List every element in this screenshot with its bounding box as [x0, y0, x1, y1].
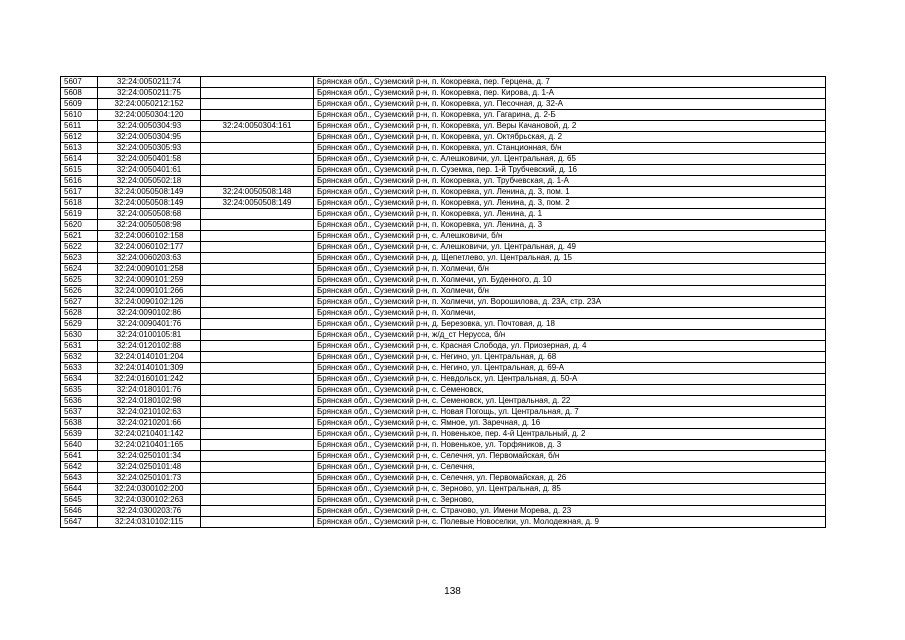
row-number-cell: 5632 [61, 352, 98, 363]
address-cell: Брянская обл., Суземский р-н, с. Невдольск, ул. Центральная, д. 50-А [314, 374, 826, 385]
address-cell: Брянская обл., Суземский р-н, п. Кокоревка, ул. Гагарина, д. 2-Б [314, 110, 826, 121]
cadastral-number-cell: 32:24:0060102:177 [98, 242, 201, 253]
table-row [61, 363, 826, 374]
row-number-cell: 5627 [61, 297, 98, 308]
table-row [61, 143, 826, 154]
cadastral-number-cell: 32:24:0060102:158 [98, 231, 201, 242]
cadastral-number-cell: 32:24:0210401:165 [98, 440, 201, 451]
cadastral-number-cell: 32:24:0250101:73 [98, 473, 201, 484]
related-cadastral-cell [201, 319, 314, 330]
table-row [61, 231, 826, 242]
related-cadastral-cell [201, 99, 314, 110]
cadastral-number-cell: 32:24:0250101:48 [98, 462, 201, 473]
related-cadastral-cell [201, 429, 314, 440]
related-cadastral-cell: 32:24:0050508:148 [201, 187, 314, 198]
address-cell: Брянская обл., Суземский р-н, п. Кокоревка, ул. Ленина, д. 3 [314, 220, 826, 231]
row-number-cell: 5638 [61, 418, 98, 429]
address-cell: Брянская обл., Суземский р-н, с. Семеновск, [314, 385, 826, 396]
address-cell: Брянская обл., Суземский р-н, п. Кокоревка, пер. Герцена, д. 7 [314, 77, 826, 88]
related-cadastral-cell [201, 363, 314, 374]
row-number-cell: 5641 [61, 451, 98, 462]
row-number-cell: 5631 [61, 341, 98, 352]
row-number-cell: 5630 [61, 330, 98, 341]
row-number-cell: 5611 [61, 121, 98, 132]
cadastral-number-cell: 32:24:0210102:63 [98, 407, 201, 418]
table-row [61, 77, 826, 88]
register-table-body [61, 77, 826, 528]
cadastral-number-cell: 32:24:0050508:149 [98, 187, 201, 198]
table-row [61, 407, 826, 418]
related-cadastral-cell [201, 220, 314, 231]
cadastral-number-cell: 32:24:0090101:266 [98, 286, 201, 297]
related-cadastral-cell [201, 330, 314, 341]
row-number-cell: 5629 [61, 319, 98, 330]
related-cadastral-cell: 32:24:0050508:149 [201, 198, 314, 209]
related-cadastral-cell [201, 506, 314, 517]
address-cell: Брянская обл., Суземский р-н, п. Холмечи, б/н [314, 286, 826, 297]
related-cadastral-cell [201, 495, 314, 506]
row-number-cell: 5615 [61, 165, 98, 176]
table-row [61, 220, 826, 231]
cadastral-number-cell: 32:24:0140101:309 [98, 363, 201, 374]
row-number-cell: 5646 [61, 506, 98, 517]
table-row [61, 462, 826, 473]
cadastral-number-cell: 32:24:0090102:86 [98, 308, 201, 319]
cadastral-number-cell: 32:24:0250101:34 [98, 451, 201, 462]
address-cell: Брянская обл., Суземский р-н, с. Алешковичи, ул. Центральная, д. 65 [314, 154, 826, 165]
address-cell: Брянская обл., Суземский р-н, с. Зерново, [314, 495, 826, 506]
table-row [61, 473, 826, 484]
cadastral-number-cell: 32:24:0050211:74 [98, 77, 201, 88]
cadastral-number-cell: 32:24:0160101:242 [98, 374, 201, 385]
address-cell: Брянская обл., Суземский р-н, п. Кокоревка, ул. Ленина, д. 3, пом. 1 [314, 187, 826, 198]
cadastral-number-cell: 32:24:0050305:93 [98, 143, 201, 154]
cadastral-number-cell: 32:24:0300102:263 [98, 495, 201, 506]
cadastral-number-cell: 32:24:0050508:149 [98, 198, 201, 209]
address-cell: Брянская обл., Суземский р-н, п. Кокоревка, ул. Ленина, д. 1 [314, 209, 826, 220]
table-row [61, 154, 826, 165]
table-row [61, 121, 826, 132]
address-cell: Брянская обл., Суземский р-н, с. Селечня, ул. Первомайская, б/н [314, 451, 826, 462]
cadastral-number-cell: 32:24:0050304:95 [98, 132, 201, 143]
table-row [61, 176, 826, 187]
cadastral-number-cell: 32:24:0210401:142 [98, 429, 201, 440]
table-row [61, 440, 826, 451]
table-row [61, 495, 826, 506]
table-row [61, 88, 826, 99]
address-cell: Брянская обл., Суземский р-н, п. Кокоревка, пер. Кирова, д. 1-А [314, 88, 826, 99]
table-row [61, 341, 826, 352]
cadastral-number-cell: 32:24:0050401:61 [98, 165, 201, 176]
address-cell: Брянская обл., Суземский р-н, п. Холмечи, б/н [314, 264, 826, 275]
related-cadastral-cell [201, 242, 314, 253]
cadastral-number-cell: 32:24:0090101:259 [98, 275, 201, 286]
row-number-cell: 5624 [61, 264, 98, 275]
row-number-cell: 5607 [61, 77, 98, 88]
related-cadastral-cell [201, 110, 314, 121]
table-row [61, 330, 826, 341]
related-cadastral-cell [201, 407, 314, 418]
row-number-cell: 5616 [61, 176, 98, 187]
row-number-cell: 5637 [61, 407, 98, 418]
cadastral-number-cell: 32:24:0120102:88 [98, 341, 201, 352]
address-cell: Брянская обл., Суземский р-н, п. Холмечи, ул. Буденного, д. 10 [314, 275, 826, 286]
table-row [61, 352, 826, 363]
related-cadastral-cell [201, 473, 314, 484]
address-cell: Брянская обл., Суземский р-н, с. Алешковичи, б/н [314, 231, 826, 242]
row-number-cell: 5622 [61, 242, 98, 253]
row-number-cell: 5636 [61, 396, 98, 407]
address-cell: Брянская обл., Суземский р-н, п. Холмечи, ул. Ворошилова, д. 23А, стр. 23А [314, 297, 826, 308]
row-number-cell: 5633 [61, 363, 98, 374]
row-number-cell: 5640 [61, 440, 98, 451]
row-number-cell: 5634 [61, 374, 98, 385]
row-number-cell: 5643 [61, 473, 98, 484]
row-number-cell: 5635 [61, 385, 98, 396]
address-cell: Брянская обл., Суземский р-н, п. Кокоревка, ул. Октябрьская, д. 2 [314, 132, 826, 143]
address-cell: Брянская обл., Суземский р-н, п. Кокоревка, ул. Ленина, д. 3, пом. 2 [314, 198, 826, 209]
address-cell: Брянская обл., Суземский р-н, с. Селечня, [314, 462, 826, 473]
cadastral-number-cell: 32:24:0060203:63 [98, 253, 201, 264]
related-cadastral-cell [201, 341, 314, 352]
table-row [61, 484, 826, 495]
cadastral-number-cell: 32:24:0310102:115 [98, 517, 201, 528]
related-cadastral-cell [201, 88, 314, 99]
table-row [61, 396, 826, 407]
row-number-cell: 5628 [61, 308, 98, 319]
table-row [61, 99, 826, 110]
table-row [61, 418, 826, 429]
table-row [61, 506, 826, 517]
related-cadastral-cell [201, 385, 314, 396]
row-number-cell: 5614 [61, 154, 98, 165]
address-cell: Брянская обл., Суземский р-н, п. Суземка, пер. 1-й Трубчевский, д. 16 [314, 165, 826, 176]
row-number-cell: 5644 [61, 484, 98, 495]
cadastral-number-cell: 32:24:0090401:76 [98, 319, 201, 330]
related-cadastral-cell [201, 77, 314, 88]
address-cell: Брянская обл., Суземский р-н, п. Холмечи, [314, 308, 826, 319]
related-cadastral-cell [201, 484, 314, 495]
cadastral-number-cell: 32:24:0090102:126 [98, 297, 201, 308]
row-number-cell: 5610 [61, 110, 98, 121]
related-cadastral-cell [201, 275, 314, 286]
table-row [61, 429, 826, 440]
table-row [61, 209, 826, 220]
address-cell: Брянская обл., Суземский р-н, п. Новенькое, ул. Торфяников, д. 3 [314, 440, 826, 451]
row-number-cell: 5625 [61, 275, 98, 286]
related-cadastral-cell [201, 165, 314, 176]
cadastral-number-cell: 32:24:0100105:81 [98, 330, 201, 341]
address-cell: Брянская обл., Суземский р-н, с. Зерново, ул. Центральная, д. 85 [314, 484, 826, 495]
related-cadastral-cell [201, 374, 314, 385]
row-number-cell: 5608 [61, 88, 98, 99]
cadastral-number-cell: 32:24:0210201:66 [98, 418, 201, 429]
address-cell: Брянская обл., Суземский р-н, с. Селечня, ул. Первомайская, д. 26 [314, 473, 826, 484]
address-cell: Брянская обл., Суземский р-н, п. Кокоревка, ул. Песочная, д. 32-А [314, 99, 826, 110]
address-cell: Брянская обл., Суземский р-н, с. Новая Погощь, ул. Центральная, д. 7 [314, 407, 826, 418]
address-cell: Брянская обл., Суземский р-н, д. Березовка, ул. Почтовая, д. 18 [314, 319, 826, 330]
row-number-cell: 5620 [61, 220, 98, 231]
cadastral-number-cell: 32:24:0050508:98 [98, 220, 201, 231]
table-row [61, 187, 826, 198]
address-cell: Брянская обл., Суземский р-н, п. Новенькое, пер. 4-й Центральный, д. 2 [314, 429, 826, 440]
row-number-cell: 5609 [61, 99, 98, 110]
related-cadastral-cell [201, 231, 314, 242]
related-cadastral-cell [201, 264, 314, 275]
related-cadastral-cell: 32:24:0050304:161 [201, 121, 314, 132]
table-row [61, 374, 826, 385]
row-number-cell: 5642 [61, 462, 98, 473]
table-row [61, 308, 826, 319]
address-cell: Брянская обл., Суземский р-н, с. Ямное, ул. Заречная, д. 16 [314, 418, 826, 429]
related-cadastral-cell [201, 418, 314, 429]
cadastral-number-cell: 32:24:0050401:58 [98, 154, 201, 165]
cadastral-number-cell: 32:24:0090101:258 [98, 264, 201, 275]
related-cadastral-cell [201, 308, 314, 319]
related-cadastral-cell [201, 440, 314, 451]
address-cell: Брянская обл., Суземский р-н, с. Красная Слобода, ул. Приозерная, д. 4 [314, 341, 826, 352]
table-row [61, 385, 826, 396]
table-row [61, 517, 826, 528]
address-cell: Брянская обл., Суземский р-н, с. Негино, ул. Центральная, д. 68 [314, 352, 826, 363]
related-cadastral-cell [201, 209, 314, 220]
cadastral-number-cell: 32:24:0050212:152 [98, 99, 201, 110]
table-row [61, 132, 826, 143]
row-number-cell: 5612 [61, 132, 98, 143]
related-cadastral-cell [201, 517, 314, 528]
table-row [61, 110, 826, 121]
address-cell: Брянская обл., Суземский р-н, с. Страчово, ул. Имени Морева, д. 23 [314, 506, 826, 517]
related-cadastral-cell [201, 297, 314, 308]
related-cadastral-cell [201, 143, 314, 154]
related-cadastral-cell [201, 253, 314, 264]
row-number-cell: 5623 [61, 253, 98, 264]
cadastral-number-cell: 32:24:0050211:75 [98, 88, 201, 99]
table-row [61, 319, 826, 330]
table-row [61, 242, 826, 253]
table-row [61, 297, 826, 308]
address-cell: Брянская обл., Суземский р-н, с. Семеновск, ул. Центральная, д. 22 [314, 396, 826, 407]
related-cadastral-cell [201, 286, 314, 297]
related-cadastral-cell [201, 176, 314, 187]
table-row [61, 253, 826, 264]
related-cadastral-cell [201, 352, 314, 363]
address-cell: Брянская обл., Суземский р-н, д. Щепетлево, ул. Центральная, д. 15 [314, 253, 826, 264]
related-cadastral-cell [201, 396, 314, 407]
related-cadastral-cell [201, 154, 314, 165]
cadastral-number-cell: 32:24:0140101:204 [98, 352, 201, 363]
row-number-cell: 5613 [61, 143, 98, 154]
cadastral-number-cell: 32:24:0180102:98 [98, 396, 201, 407]
related-cadastral-cell [201, 132, 314, 143]
row-number-cell: 5621 [61, 231, 98, 242]
page-number: 138 [444, 586, 461, 597]
row-number-cell: 5618 [61, 198, 98, 209]
address-cell: Брянская обл., Суземский р-н, п. Кокоревка, ул. Веры Качановой, д. 2 [314, 121, 826, 132]
row-number-cell: 5617 [61, 187, 98, 198]
related-cadastral-cell [201, 462, 314, 473]
cadastral-number-cell: 32:24:0180101:76 [98, 385, 201, 396]
address-cell: Брянская обл., Суземский р-н, п. Кокоревка, ул. Станционная, б/н [314, 143, 826, 154]
row-number-cell: 5639 [61, 429, 98, 440]
row-number-cell: 5647 [61, 517, 98, 528]
table-row [61, 264, 826, 275]
table-row [61, 165, 826, 176]
cadastral-number-cell: 32:24:0300203:76 [98, 506, 201, 517]
cadastral-number-cell: 32:24:0300102:200 [98, 484, 201, 495]
related-cadastral-cell [201, 451, 314, 462]
address-cell: Брянская обл., Суземский р-н, с. Полевые Новоселки, ул. Молодежная, д. 9 [314, 517, 826, 528]
cadastral-number-cell: 32:24:0050304:93 [98, 121, 201, 132]
cadastral-number-cell: 32:24:0050502:18 [98, 176, 201, 187]
table-row [61, 451, 826, 462]
table-row [61, 286, 826, 297]
cadastral-number-cell: 32:24:0050508:68 [98, 209, 201, 220]
table-row [61, 198, 826, 209]
row-number-cell: 5619 [61, 209, 98, 220]
cadastral-number-cell: 32:24:0050304:120 [98, 110, 201, 121]
row-number-cell: 5626 [61, 286, 98, 297]
address-cell: Брянская обл., Суземский р-н, с. Алешковичи, ул. Центральная, д. 49 [314, 242, 826, 253]
row-number-cell: 5645 [61, 495, 98, 506]
address-cell: Брянская обл., Суземский р-н, п. Кокоревка, ул. Трубчевская, д. 1-А [314, 176, 826, 187]
address-cell: Брянская обл., Суземский р-н, с. Негино, ул. Центральная, д. 69-А [314, 363, 826, 374]
address-cell: Брянская обл., Суземский р-н, ж/д_ст Неруссa, б/н [314, 330, 826, 341]
table-row [61, 275, 826, 286]
property-register-table [60, 76, 826, 528]
